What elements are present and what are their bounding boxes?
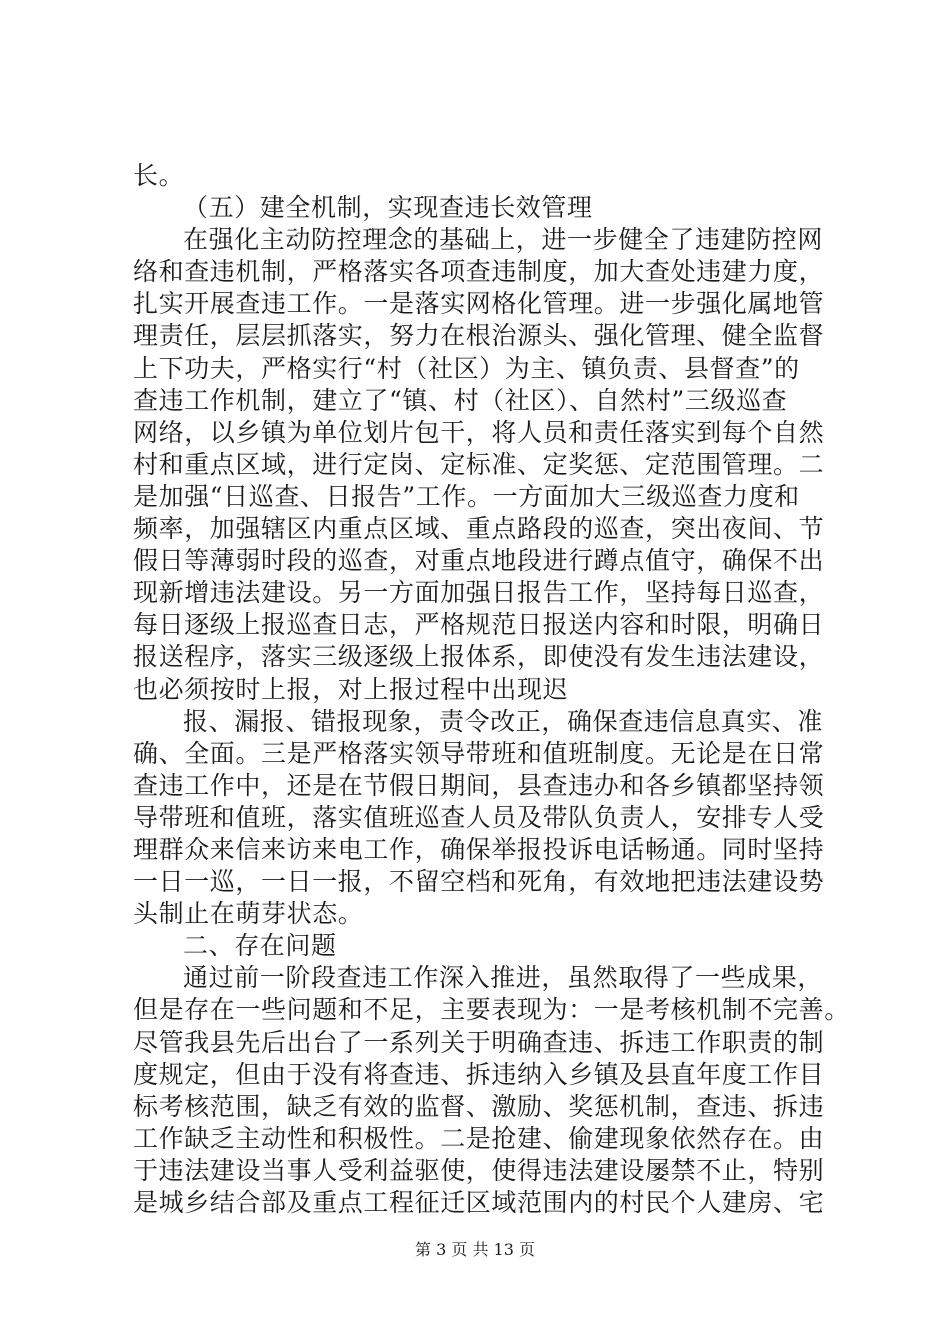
- text-line: 度规定，但由于没有将查违、拆违纳入乡镇及县直年度工作目: [133, 1059, 825, 1089]
- text-line: 二、存在问题: [183, 931, 337, 961]
- text-line: 导带班和值班，落实值班巡查人员及带队负责人，安排专人受: [133, 802, 825, 832]
- text-line: 确、全面。三是严格落实领导带班和值班制度。无论是在日常: [133, 738, 825, 768]
- text-line: 一日一巡，一日一报，不留空档和死角，有效地把违法建设势: [133, 867, 825, 897]
- text-line: （五）建全机制，实现查违长效管理: [183, 193, 593, 223]
- text-line: 在强化主动防控理念的基础上，进一步健全了违建防控网: [183, 225, 824, 255]
- text-line: 于违法建设当事人受利益驱使，使得违法建设屡禁不止，特别: [133, 1155, 825, 1185]
- text-line: 假日等薄弱时段的巡查，对重点地段进行蹲点值守，确保不出: [133, 546, 825, 576]
- text-line: 报送程序，落实三级逐级上报体系，即使没有发生违法建设，: [133, 642, 825, 672]
- text-line: 头制止在萌芽状态。: [133, 899, 364, 929]
- text-line: 每日逐级上报巡查日志，严格规范日报送内容和时限，明确日: [133, 610, 825, 640]
- text-line: 但是存在一些问题和不足，主要表现为：一是考核机制不完善。: [133, 995, 850, 1025]
- text-line: 理责任，层层抓落实，努力在根治源头、强化管理、健全监督: [133, 321, 825, 351]
- text-line: 工作缺乏主动性和积极性。二是抢建、偷建现象依然存在。由: [133, 1123, 825, 1153]
- text-line: 络和查违机制，严格落实各项查违制度，加大查处违建力度，: [133, 257, 825, 287]
- text-line: 理群众来信来访来电工作，确保举报投诉电话畅通。同时坚持: [133, 834, 825, 864]
- text-line: 也必须按时上报，对上报过程中出现迟: [133, 674, 569, 704]
- text-line: 村和重点区域，进行定岗、定标准、定奖惩、定范围管理。二: [133, 449, 825, 479]
- text-line: 是城乡结合部及重点工程征迁区域范围内的村民个人建房、宅: [133, 1188, 825, 1217]
- page-footer: 第 3 页 共 13 页: [415, 1240, 535, 1259]
- text-line: 是加强“日巡查、日报告”工作。一方面加大三级巡查力度和: [133, 481, 800, 511]
- text-line: 尽管我县先后出台了一系列关于明确查违、拆违工作职责的制: [133, 1027, 825, 1057]
- document-body: [133, 160, 850, 1219]
- text-line: 通过前一阶段查违工作深入推进，虽然取得了一些成果，: [183, 963, 824, 993]
- text-line: 频率，加强辖区内重点区域、重点路段的巡查，突出夜间、节: [133, 514, 825, 544]
- text-line: 现新增违法建设。另一方面加强日报告工作，坚持每日巡查，: [133, 578, 825, 608]
- text-line: 长。: [133, 161, 185, 190]
- text-line: 报、漏报、错报现象，责令改正，确保查违信息真实、准: [183, 706, 824, 736]
- text-line: 查违工作中，还是在节假日期间，县查违办和各乡镇都坚持领: [133, 770, 825, 800]
- text-line: 网络，以乡镇为单位划片包干，将人员和责任落实到每个自然: [133, 417, 825, 447]
- text-line: 查违工作机制，建立了“镇、村（社区）、自然村”三级巡查: [133, 385, 788, 415]
- text-line: 上下功夫，严格实行“村（社区）为主、镇负责、县督查”的: [133, 353, 800, 383]
- text-line: 标考核范围，缺乏有效的监督、激励、奖惩机制，查违、拆违: [133, 1091, 825, 1121]
- text-line: 扎实开展查违工作。一是落实网格化管理。进一步强化属地管: [133, 289, 825, 319]
